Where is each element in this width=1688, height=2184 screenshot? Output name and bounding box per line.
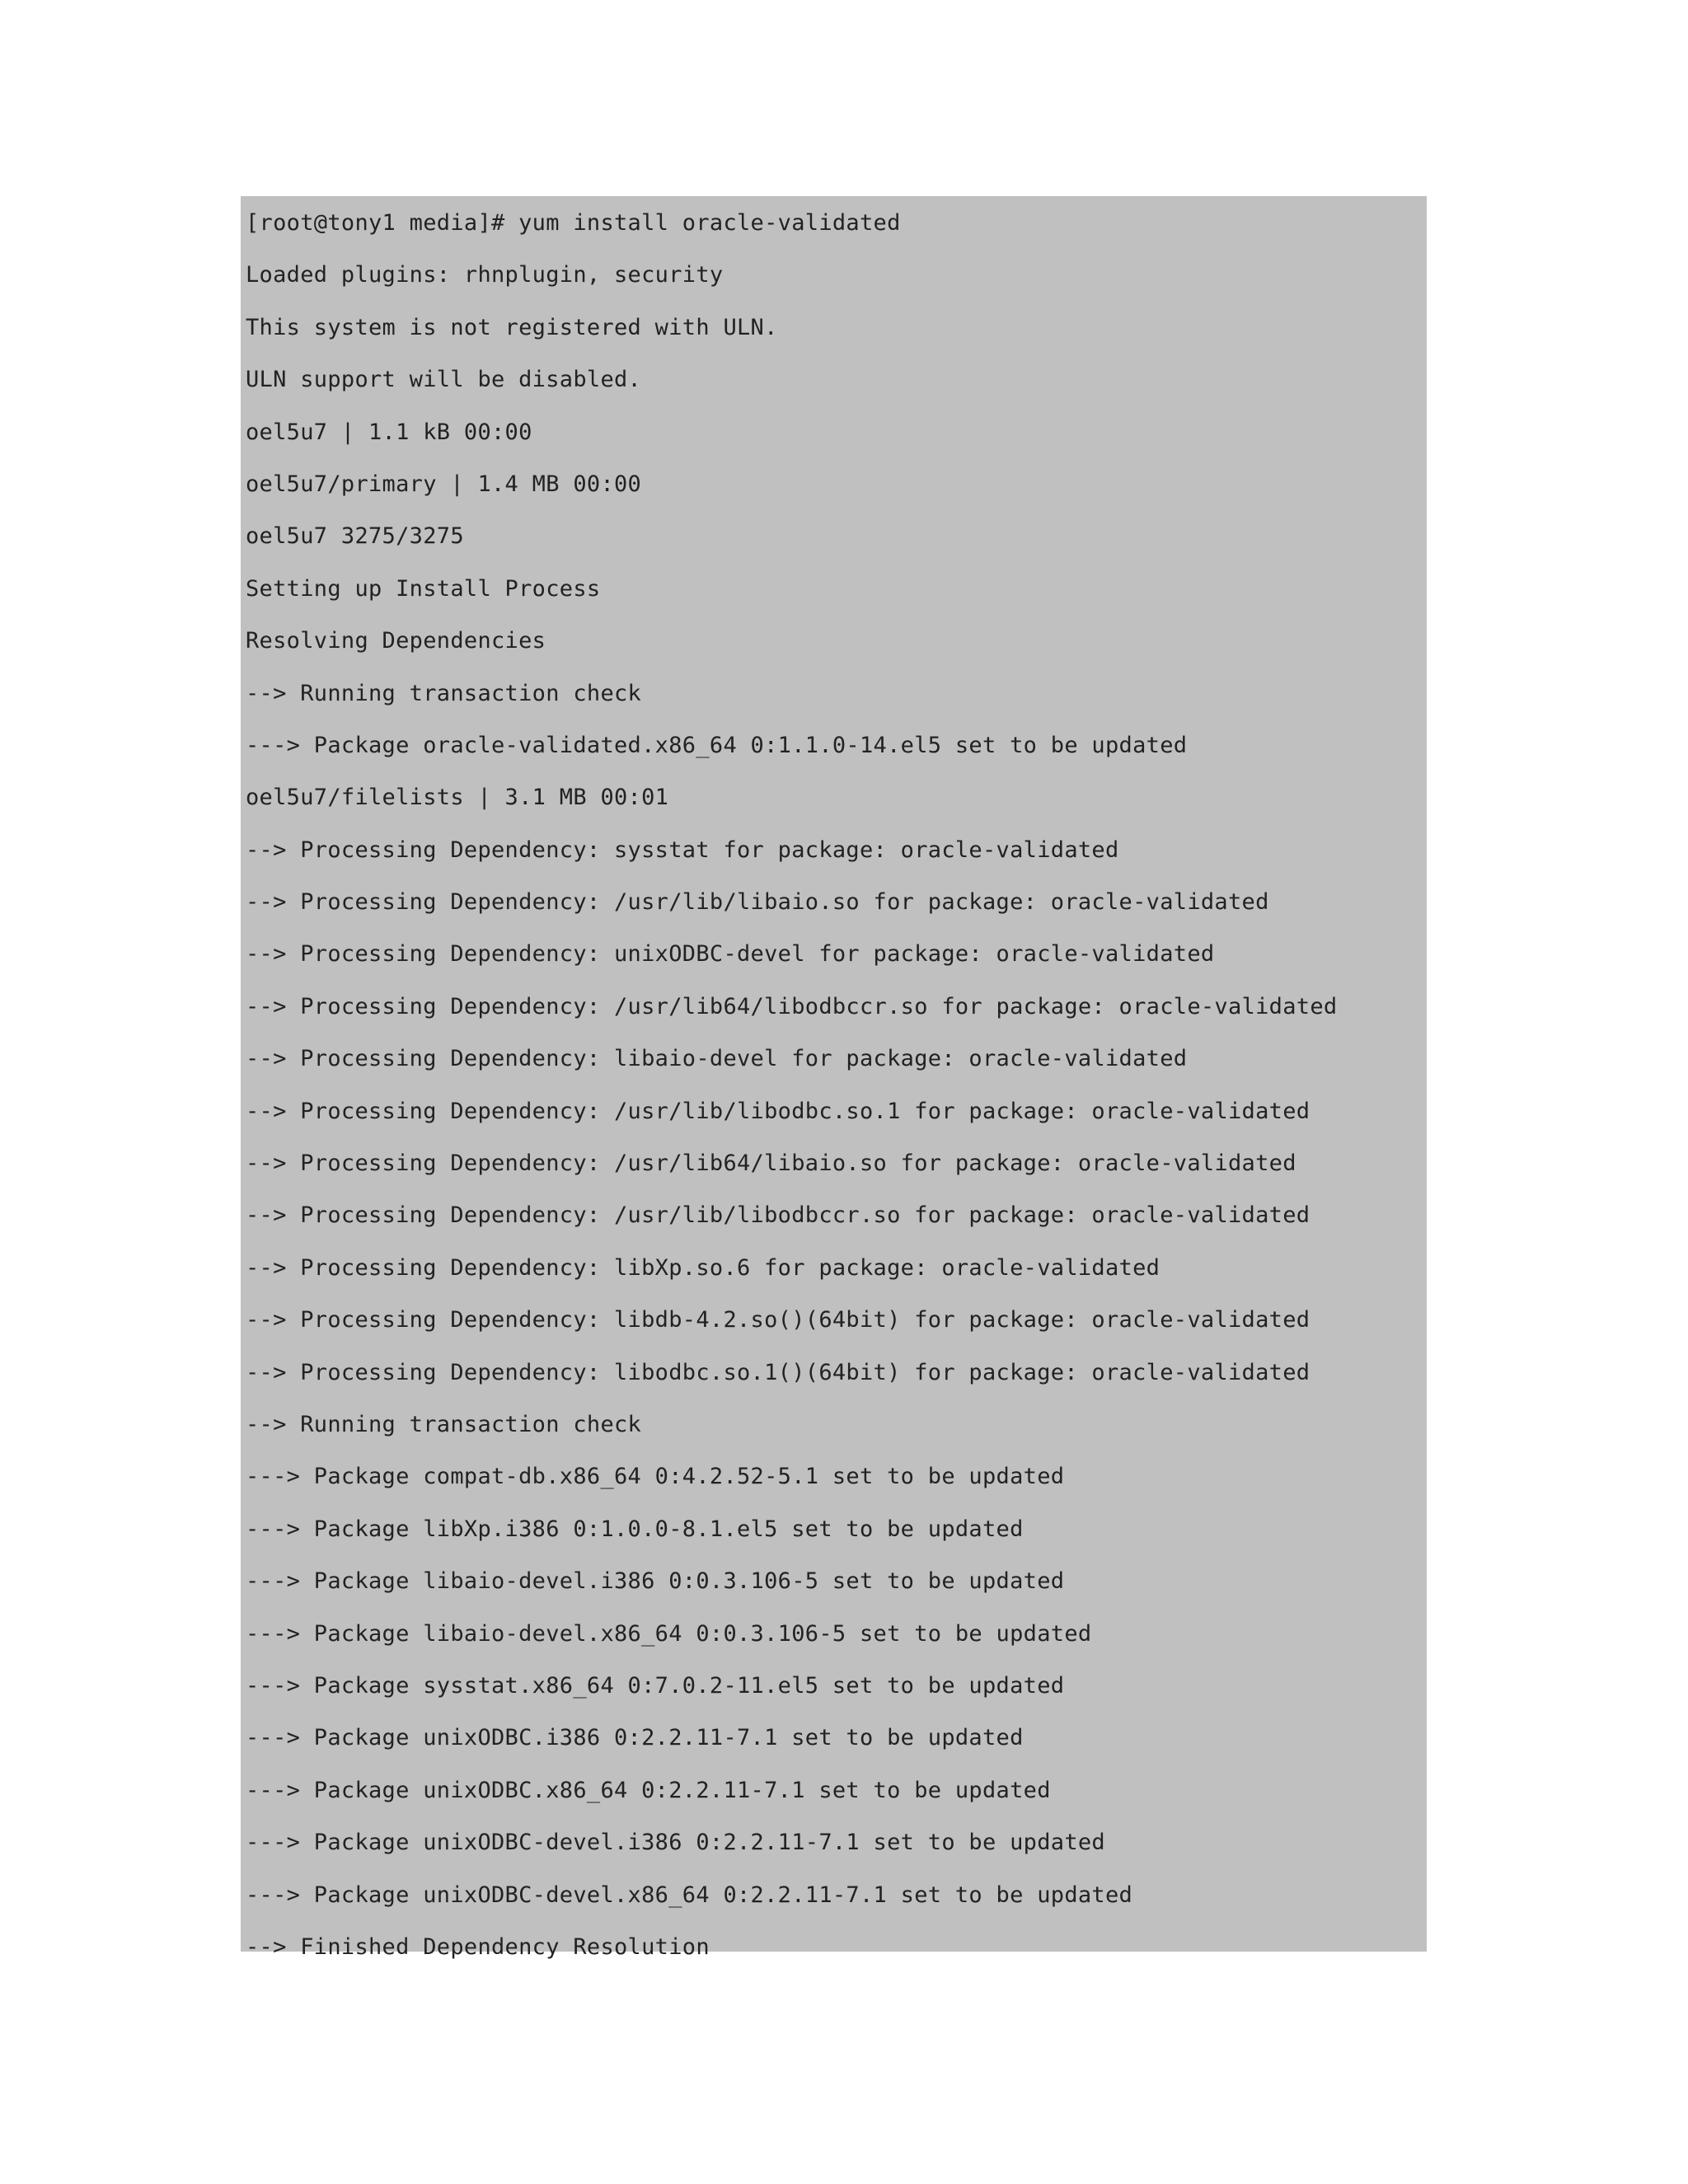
- terminal-output-block: [241, 196, 1427, 1960]
- terminal-line: --> Processing Dependency: /usr/lib/libodbc.so.1 for package: oracle-validated: [246, 1098, 1311, 1124]
- terminal-line: Setting up Install Process: [246, 575, 601, 602]
- terminal-line: This system is not registered with ULN.: [246, 314, 778, 340]
- terminal-line: --> Processing Dependency: libdb-4.2.so()(64bit) for package: oracle-validated: [246, 1307, 1311, 1333]
- terminal-line: --> Processing Dependency: libaio-devel for package: oracle-validated: [246, 1046, 1188, 1072]
- terminal-line: --> Finished Dependency Resolution: [246, 1933, 710, 1960]
- terminal-line: ---> Package oracle-validated.x86_64 0:1.1.0-14.el5 set to be updated: [246, 732, 1188, 758]
- terminal-line: ---> Package libaio-devel.x86_64 0:0.3.106-5 set to be updated: [246, 1620, 1092, 1647]
- terminal-line: --> Running transaction check: [246, 680, 642, 706]
- terminal-line: ---> Package libaio-devel.i386 0:0.3.106-5 set to be updated: [246, 1568, 1065, 1595]
- terminal-line: --> Processing Dependency: /usr/lib/libodbccr.so for package: oracle-validated: [246, 1202, 1311, 1229]
- terminal-line: ---> Package unixODBC-devel.x86_64 0:2.2.11-7.1 set to be updated: [246, 1882, 1133, 1908]
- terminal-line: Loaded plugins: rhnplugin, security: [246, 262, 724, 288]
- terminal-line: ---> Package libXp.i386 0:1.0.0-8.1.el5 set to be updated: [246, 1516, 1024, 1542]
- terminal-line: ---> Package unixODBC.i386 0:2.2.11-7.1 set to be updated: [246, 1725, 1024, 1751]
- terminal-line: oel5u7 | 1.1 kB 00:00: [246, 419, 532, 445]
- terminal-line: --> Processing Dependency: libodbc.so.1()(64bit) for package: oracle-validated: [246, 1359, 1311, 1385]
- terminal-line: ULN support will be disabled.: [246, 367, 642, 393]
- terminal-line: [root@tony1 media]# yum install oracle-validated: [246, 210, 901, 236]
- terminal-line: --> Processing Dependency: unixODBC-devel for package: oracle-validated: [246, 941, 1215, 968]
- terminal-line: oel5u7 3275/3275: [246, 523, 464, 550]
- terminal-line: ---> Package sysstat.x86_64 0:7.0.2-11.el5 set to be updated: [246, 1672, 1065, 1699]
- terminal-line: --> Processing Dependency: /usr/lib/libaio.so for package: oracle-validated: [246, 889, 1269, 916]
- terminal-line: --> Running transaction check: [246, 1411, 642, 1437]
- terminal-line: oel5u7/primary | 1.4 MB 00:00: [246, 471, 642, 497]
- terminal-line: ---> Package unixODBC-devel.i386 0:2.2.11-7.1 set to be updated: [246, 1830, 1105, 1856]
- terminal-line: --> Processing Dependency: /usr/lib64/libaio.so for package: oracle-validated: [246, 1151, 1296, 1177]
- terminal-line: --> Processing Dependency: sysstat for package: oracle-validated: [246, 837, 1119, 863]
- terminal-line: ---> Package compat-db.x86_64 0:4.2.52-5.1 set to be updated: [246, 1464, 1065, 1490]
- terminal-line: Resolving Dependencies: [246, 628, 546, 654]
- terminal-line: ---> Package unixODBC.x86_64 0:2.2.11-7.1 set to be updated: [246, 1777, 1051, 1803]
- terminal-line: oel5u7/filelists | 3.1 MB 00:01: [246, 785, 669, 811]
- terminal-line: --> Processing Dependency: libXp.so.6 for package: oracle-validated: [246, 1254, 1160, 1281]
- terminal-line: --> Processing Dependency: /usr/lib64/libodbccr.so for package: oracle-validated: [246, 993, 1338, 1019]
